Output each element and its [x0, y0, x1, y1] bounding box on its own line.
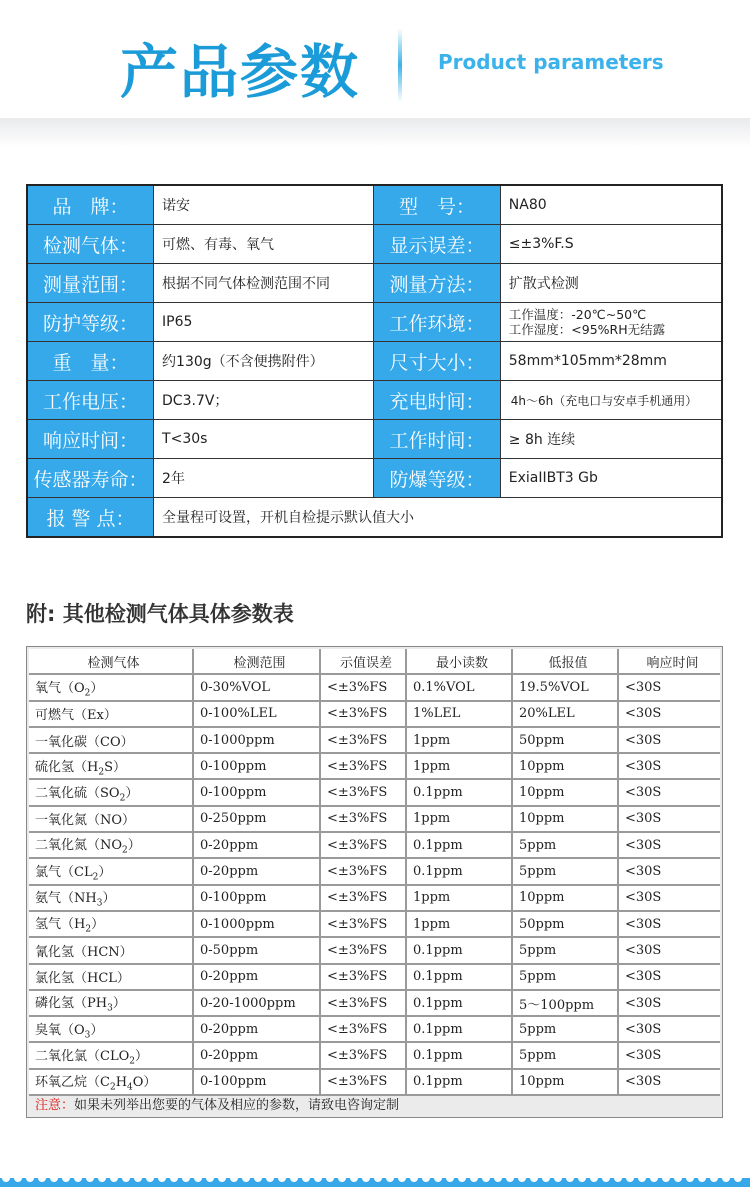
gas-name-cell: [29, 1017, 194, 1043]
gas-range-cell: 0-250ppm: [194, 807, 321, 833]
gas-name-text: ）: [134, 1048, 148, 1064]
spec-row: [27, 225, 722, 264]
gas-table: [29, 649, 720, 1096]
spec-label: 品 牌：: [27, 185, 154, 225]
gas-name-text: ）: [90, 680, 104, 696]
gas-resp-cell: <30S: [619, 728, 720, 754]
gas-table-row: [29, 938, 720, 964]
gas-error-cell: <±3%FS: [321, 859, 407, 885]
gas-range-cell: 0-20ppm: [194, 859, 321, 885]
gas-formula-subscript: 2: [119, 793, 126, 804]
spec-value: 根据不同气体检测范围不同: [154, 264, 374, 303]
gas-column-header: 检测气体: [29, 649, 194, 675]
gas-error-cell: <±3%FS: [321, 886, 407, 912]
gas-min-cell: 0.1ppm: [407, 991, 513, 1017]
gas-resp-cell: <30S: [619, 702, 720, 728]
gas-min-cell: 1ppm: [407, 886, 513, 912]
gas-table-row: [29, 754, 720, 780]
gas-name-cell: [29, 675, 194, 701]
gas-name-cell: [29, 965, 194, 991]
gas-name-text: H: [115, 1075, 128, 1091]
spec-value-line: 工作温度：-20℃~50℃: [508, 307, 647, 322]
gas-table-row: [29, 833, 720, 859]
spec-label: 显示误差：: [374, 225, 501, 264]
spec-row: [27, 185, 722, 225]
gas-error-cell: <±3%FS: [321, 1043, 407, 1069]
gas-resp-cell: <30S: [619, 859, 720, 885]
gas-min-cell: 0.1ppm: [407, 1043, 513, 1069]
gas-resp-cell: <30S: [619, 991, 720, 1017]
gas-name-cell: [29, 859, 194, 885]
page-header: [0, 0, 750, 125]
gas-table-row: [29, 991, 720, 1017]
spec-label: 响应时间：: [27, 420, 154, 459]
gas-name-text: ）: [112, 996, 126, 1012]
gas-column-header: 最小读数: [407, 649, 513, 675]
gas-table-row: [29, 859, 720, 885]
gas-column-header: 示值误差: [321, 649, 407, 675]
gas-error-cell: <±3%FS: [321, 728, 407, 754]
gas-min-cell: 1ppm: [407, 807, 513, 833]
spec-table: [26, 184, 723, 538]
note-label: 注意：: [35, 1098, 75, 1113]
gas-resp-cell: <30S: [619, 675, 720, 701]
gas-table-note: [35, 1094, 399, 1113]
gas-formula-subscript: 2: [85, 924, 92, 935]
gas-low-cell: 10ppm: [513, 1070, 619, 1096]
gas-formula-subscript: 2: [122, 846, 128, 857]
gas-range-cell: 0-20ppm: [194, 1043, 321, 1069]
gas-name-cell: [29, 938, 194, 964]
gas-table-row: [29, 728, 720, 754]
spec-label: 重 量：: [27, 342, 154, 381]
gas-formula-subscript: 3: [96, 898, 103, 909]
gas-name-text: ）: [90, 1022, 104, 1038]
gas-min-cell: 1ppm: [407, 754, 513, 780]
gas-range-cell: 0-1000ppm: [194, 912, 321, 938]
gas-name-text: 氯化氢（HCL）: [35, 971, 130, 987]
gas-name-cell: [29, 754, 194, 780]
gas-name-cell: [29, 833, 194, 859]
page-subtitle-en: Product parameters: [438, 50, 664, 74]
spec-value: ExiaIIBT3 Gb: [500, 459, 722, 498]
gas-name-text: ）: [125, 785, 139, 801]
page-title: 产品参数: [120, 38, 361, 106]
spec-label: 型 号：: [374, 185, 501, 225]
spec-label: 工作环境：: [374, 303, 501, 342]
spec-row: [27, 420, 722, 459]
gas-name-text: 臭氧（O: [35, 1022, 85, 1038]
gas-table-row: [29, 780, 720, 806]
gas-low-cell: 19.5%VOL: [513, 675, 619, 701]
gas-name-text: ）: [102, 891, 116, 907]
gas-resp-cell: <30S: [619, 1070, 720, 1096]
spec-label: 工作电压：: [27, 381, 154, 420]
gas-name-text: 氨气（NH: [35, 891, 97, 907]
gas-min-cell: 0.1ppm: [407, 965, 513, 991]
gas-low-cell: 5ppm: [513, 965, 619, 991]
gas-table-row: [29, 1070, 720, 1096]
spec-label: 工作时间：: [374, 420, 501, 459]
gas-name-text: 氰化氢（HCN）: [35, 944, 133, 960]
gas-min-cell: 0.1ppm: [407, 938, 513, 964]
gas-name-text: ）: [98, 864, 112, 880]
gas-table-row: [29, 1017, 720, 1043]
spec-value: T<30s: [154, 420, 374, 459]
spec-label: 报 警 点：: [27, 498, 154, 538]
spec-row: [27, 342, 722, 381]
gas-low-cell: 5ppm: [513, 859, 619, 885]
gas-low-cell: 10ppm: [513, 886, 619, 912]
gas-name-text: 硫化氢（H: [35, 759, 99, 775]
gas-range-cell: 0-20ppm: [194, 965, 321, 991]
gas-name-cell: [29, 886, 194, 912]
spec-label: 充电时间：: [374, 381, 501, 420]
spec-label: 尺寸大小：: [374, 342, 501, 381]
gas-range-cell: 0-20ppm: [194, 833, 321, 859]
gas-min-cell: 0.1ppm: [407, 780, 513, 806]
gas-low-cell: 10ppm: [513, 754, 619, 780]
gas-table-row: [29, 675, 720, 701]
gas-low-cell: 20%LEL: [513, 702, 619, 728]
gas-table-row: [29, 912, 720, 938]
gas-range-cell: 0-20ppm: [194, 1017, 321, 1043]
note-text: 如果未列举出您要的气体及相应的参数，请致电咨询定制: [74, 1098, 400, 1113]
gas-error-cell: <±3%FS: [321, 965, 407, 991]
gas-low-cell: 5ppm: [513, 833, 619, 859]
gas-formula-subscript: 2: [92, 872, 99, 883]
gas-resp-cell: <30S: [619, 1017, 720, 1043]
gas-table-row: [29, 1043, 720, 1069]
spec-label: 防爆等级：: [374, 459, 501, 498]
spec-row: [27, 381, 722, 420]
spec-value: 诺安: [154, 185, 374, 225]
gas-min-cell: 1ppm: [407, 912, 513, 938]
header-shadow: [0, 118, 750, 148]
spec-value: ≤±3%F.S: [500, 225, 722, 264]
gas-range-cell: 0-100ppm: [194, 780, 321, 806]
spec-value: 全量程可设置，开机自检提示默认值大小: [154, 498, 722, 538]
gas-range-cell: 0-100ppm: [194, 886, 321, 912]
gas-min-cell: 0.1ppm: [407, 1017, 513, 1043]
gas-error-cell: <±3%FS: [321, 702, 407, 728]
gas-name-text: 二氧化氮（NO: [35, 838, 123, 854]
gas-formula-subscript: 3: [84, 1030, 91, 1041]
spec-value-line: 工作湿度：<95%RH无结露: [508, 322, 666, 337]
spec-value: 58mm*105mm*28mm: [500, 342, 722, 381]
gas-formula-subscript: 4: [127, 1082, 133, 1093]
gas-low-cell: 5ppm: [513, 938, 619, 964]
spec-row: [27, 459, 722, 498]
spec-label: 防护等级：: [27, 303, 154, 342]
gas-low-cell: 10ppm: [513, 807, 619, 833]
gas-error-cell: <±3%FS: [321, 675, 407, 701]
gas-resp-cell: <30S: [619, 965, 720, 991]
gas-low-cell: 10ppm: [513, 780, 619, 806]
spec-value: 可燃、有毒、氧气: [154, 225, 374, 264]
gas-range-cell: 0-50ppm: [194, 938, 321, 964]
gas-name-text: 环氧乙烷（C: [35, 1075, 110, 1091]
spec-value: ≥ 8h 连续: [500, 420, 722, 459]
gas-resp-cell: <30S: [619, 912, 720, 938]
spec-label: 测量范围：: [27, 264, 154, 303]
gas-formula-subscript: 2: [98, 767, 105, 778]
spec-label: 测量方法：: [374, 264, 501, 303]
gas-error-cell: <±3%FS: [321, 1070, 407, 1096]
gas-name-text: 氯气（CL: [35, 864, 93, 880]
gas-name-text: ）: [91, 917, 105, 933]
gas-column-header: 响应时间: [619, 649, 720, 675]
gas-name-cell: [29, 912, 194, 938]
gas-name-text: 氢气（H: [35, 917, 86, 933]
spec-row: [27, 303, 722, 342]
gas-error-cell: <±3%FS: [321, 833, 407, 859]
spec-value: 4h～6h（充电口与安卓手机通用）: [500, 381, 722, 420]
spec-row: [27, 264, 722, 303]
spec-value: IP65: [154, 303, 374, 342]
spec-value: 2年: [154, 459, 374, 498]
gas-resp-cell: <30S: [619, 833, 720, 859]
gas-range-cell: 0-100%LEL: [194, 702, 321, 728]
gas-table-title: 附: 其他检测气体具体参数表: [26, 602, 294, 626]
gas-range-cell: 0-30%VOL: [194, 675, 321, 701]
gas-error-cell: <±3%FS: [321, 807, 407, 833]
spec-value: [500, 303, 722, 342]
gas-error-cell: <±3%FS: [321, 1017, 407, 1043]
gas-name-text: 可燃气（Ex）: [35, 708, 117, 724]
gas-table-row: [29, 702, 720, 728]
gas-name-text: S）: [104, 759, 126, 775]
gas-error-cell: <±3%FS: [321, 912, 407, 938]
gas-name-cell: [29, 1043, 194, 1069]
gas-error-cell: <±3%FS: [321, 754, 407, 780]
gas-low-cell: 5～100ppm: [513, 991, 619, 1017]
gas-low-cell: 5ppm: [513, 1043, 619, 1069]
gas-error-cell: <±3%FS: [321, 991, 407, 1017]
gas-resp-cell: <30S: [619, 754, 720, 780]
gas-table-header: [29, 649, 720, 675]
gas-name-cell: [29, 991, 194, 1017]
spec-label: 传感器寿命：: [27, 459, 154, 498]
gas-min-cell: 0.1ppm: [407, 859, 513, 885]
gas-formula-subscript: 2: [109, 1082, 116, 1093]
gas-resp-cell: <30S: [619, 780, 720, 806]
gas-formula-subscript: 2: [129, 1056, 135, 1067]
spec-value: DC3.7V；: [154, 381, 374, 420]
gas-name-text: 二氧化氯（CLO: [35, 1048, 130, 1064]
gas-name-text: 二氧化硫（SO: [35, 785, 120, 801]
gas-resp-cell: <30S: [619, 807, 720, 833]
gas-table-row: [29, 807, 720, 833]
spec-value: NA80: [500, 185, 722, 225]
gas-error-cell: <±3%FS: [321, 938, 407, 964]
header-divider: [398, 28, 402, 102]
gas-name-text: 磷化氢（PH: [35, 996, 108, 1012]
gas-table-row: [29, 965, 720, 991]
spec-value: 扩散式检测: [500, 264, 722, 303]
gas-name-cell: [29, 728, 194, 754]
gas-column-header: 检测范围: [194, 649, 321, 675]
gas-formula-subscript: 2: [84, 688, 91, 699]
spec-value: 约130g（不含便携附件）: [154, 342, 374, 381]
gas-low-cell: 5ppm: [513, 1017, 619, 1043]
gas-min-cell: 0.1%VOL: [407, 675, 513, 701]
gas-name-text: 一氧化氮（NO）: [35, 813, 136, 829]
gas-name-cell: [29, 807, 194, 833]
gas-name-cell: [29, 702, 194, 728]
gas-low-cell: 50ppm: [513, 728, 619, 754]
gas-name-cell: [29, 780, 194, 806]
gas-resp-cell: <30S: [619, 886, 720, 912]
gas-low-cell: 50ppm: [513, 912, 619, 938]
gas-name-cell: [29, 1070, 194, 1096]
gas-range-cell: 0-1000ppm: [194, 728, 321, 754]
gas-range-cell: 0-100ppm: [194, 1070, 321, 1096]
gas-range-cell: 0-100ppm: [194, 754, 321, 780]
gas-min-cell: 0.1ppm: [407, 833, 513, 859]
gas-formula-subscript: 3: [107, 1003, 113, 1014]
gas-resp-cell: <30S: [619, 938, 720, 964]
gas-name-text: O）: [132, 1075, 157, 1091]
gas-name-text: 一氧化碳（CO）: [35, 734, 134, 750]
gas-resp-cell: <30S: [619, 1043, 720, 1069]
gas-min-cell: 0.1ppm: [407, 1070, 513, 1096]
spec-label: 检测气体：: [27, 225, 154, 264]
footer-wave-decoration: [0, 1178, 750, 1187]
gas-min-cell: 1ppm: [407, 728, 513, 754]
gas-min-cell: 1%LEL: [407, 702, 513, 728]
gas-name-text: ）: [127, 838, 141, 854]
gas-table-container: [26, 646, 723, 1118]
gas-range-cell: 0-20-1000ppm: [194, 991, 321, 1017]
gas-name-text: 氧气（O: [35, 680, 85, 696]
spec-row: [27, 498, 722, 538]
gas-error-cell: <±3%FS: [321, 780, 407, 806]
gas-column-header: 低报值: [513, 649, 619, 675]
gas-table-row: [29, 886, 720, 912]
